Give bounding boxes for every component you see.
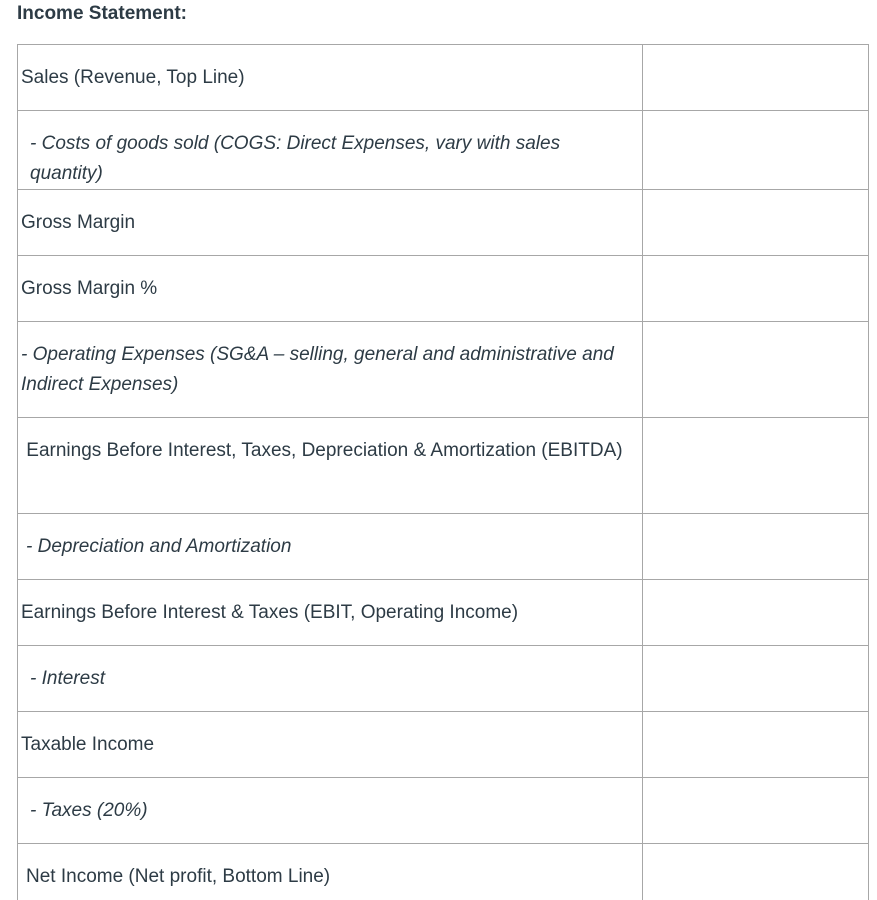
row-value-cell[interactable] (643, 322, 869, 418)
row-value[interactable] (643, 646, 868, 664)
row-value[interactable] (643, 778, 868, 796)
row-value[interactable] (643, 190, 868, 208)
row-label-cell (18, 322, 643, 418)
row-label: Gross Margin (18, 190, 642, 238)
table-row (18, 514, 869, 580)
table-row (18, 111, 869, 190)
row-label-cell (18, 418, 643, 514)
row-label-cell (18, 111, 643, 190)
income-statement-table (17, 44, 869, 900)
row-label: - Taxes (20%) (18, 778, 642, 826)
row-label-cell (18, 514, 643, 580)
row-label: Earnings Before Interest & Taxes (EBIT, Operating Income) (18, 580, 642, 628)
row-label-cell (18, 580, 643, 646)
row-value-cell[interactable] (643, 778, 869, 844)
row-value-cell[interactable] (643, 844, 869, 900)
page-title: Income Statement: (17, 3, 187, 25)
row-label-cell (18, 778, 643, 844)
row-label: - Operating Expenses (SG&A – selling, general and administrative and Indirect Expenses) (18, 322, 642, 400)
row-label-cell (18, 646, 643, 712)
row-value-cell[interactable] (643, 256, 869, 322)
table-row (18, 712, 869, 778)
row-value-cell[interactable] (643, 580, 869, 646)
row-label-cell (18, 256, 643, 322)
row-value-cell[interactable] (643, 646, 869, 712)
row-value[interactable] (643, 322, 868, 340)
row-value[interactable] (643, 712, 868, 730)
row-value[interactable] (643, 45, 868, 63)
row-value[interactable] (643, 418, 868, 436)
row-value-cell[interactable] (643, 111, 869, 190)
row-value-cell[interactable] (643, 45, 869, 111)
row-label: Taxable Income (18, 712, 642, 760)
row-value[interactable] (643, 111, 868, 129)
table-row (18, 45, 869, 111)
row-label-cell (18, 844, 643, 900)
row-value[interactable] (643, 844, 868, 862)
row-value-cell[interactable] (643, 190, 869, 256)
table-row (18, 322, 869, 418)
row-value[interactable] (643, 514, 868, 532)
table-row (18, 580, 869, 646)
row-label: Earnings Before Interest, Taxes, Depreciation & Amortization (EBITDA) (18, 418, 642, 466)
row-label-cell (18, 190, 643, 256)
row-label: - Depreciation and Amortization (18, 514, 642, 562)
row-label: - Costs of goods sold (COGS: Direct Expenses, vary with sales quantity) (18, 111, 642, 189)
table-row (18, 778, 869, 844)
row-label: Net Income (Net profit, Bottom Line) (18, 844, 642, 892)
row-label-cell (18, 45, 643, 111)
table-row (18, 646, 869, 712)
table-row (18, 256, 869, 322)
row-value-cell[interactable] (643, 712, 869, 778)
row-value-cell[interactable] (643, 418, 869, 514)
table-row (18, 844, 869, 900)
row-label: Sales (Revenue, Top Line) (18, 45, 642, 93)
table-row (18, 190, 869, 256)
row-value[interactable] (643, 580, 868, 598)
row-label-cell (18, 712, 643, 778)
row-label: - Interest (18, 646, 642, 694)
row-label: Gross Margin % (18, 256, 642, 304)
row-value[interactable] (643, 256, 868, 274)
row-value-cell[interactable] (643, 514, 869, 580)
table-row (18, 418, 869, 514)
